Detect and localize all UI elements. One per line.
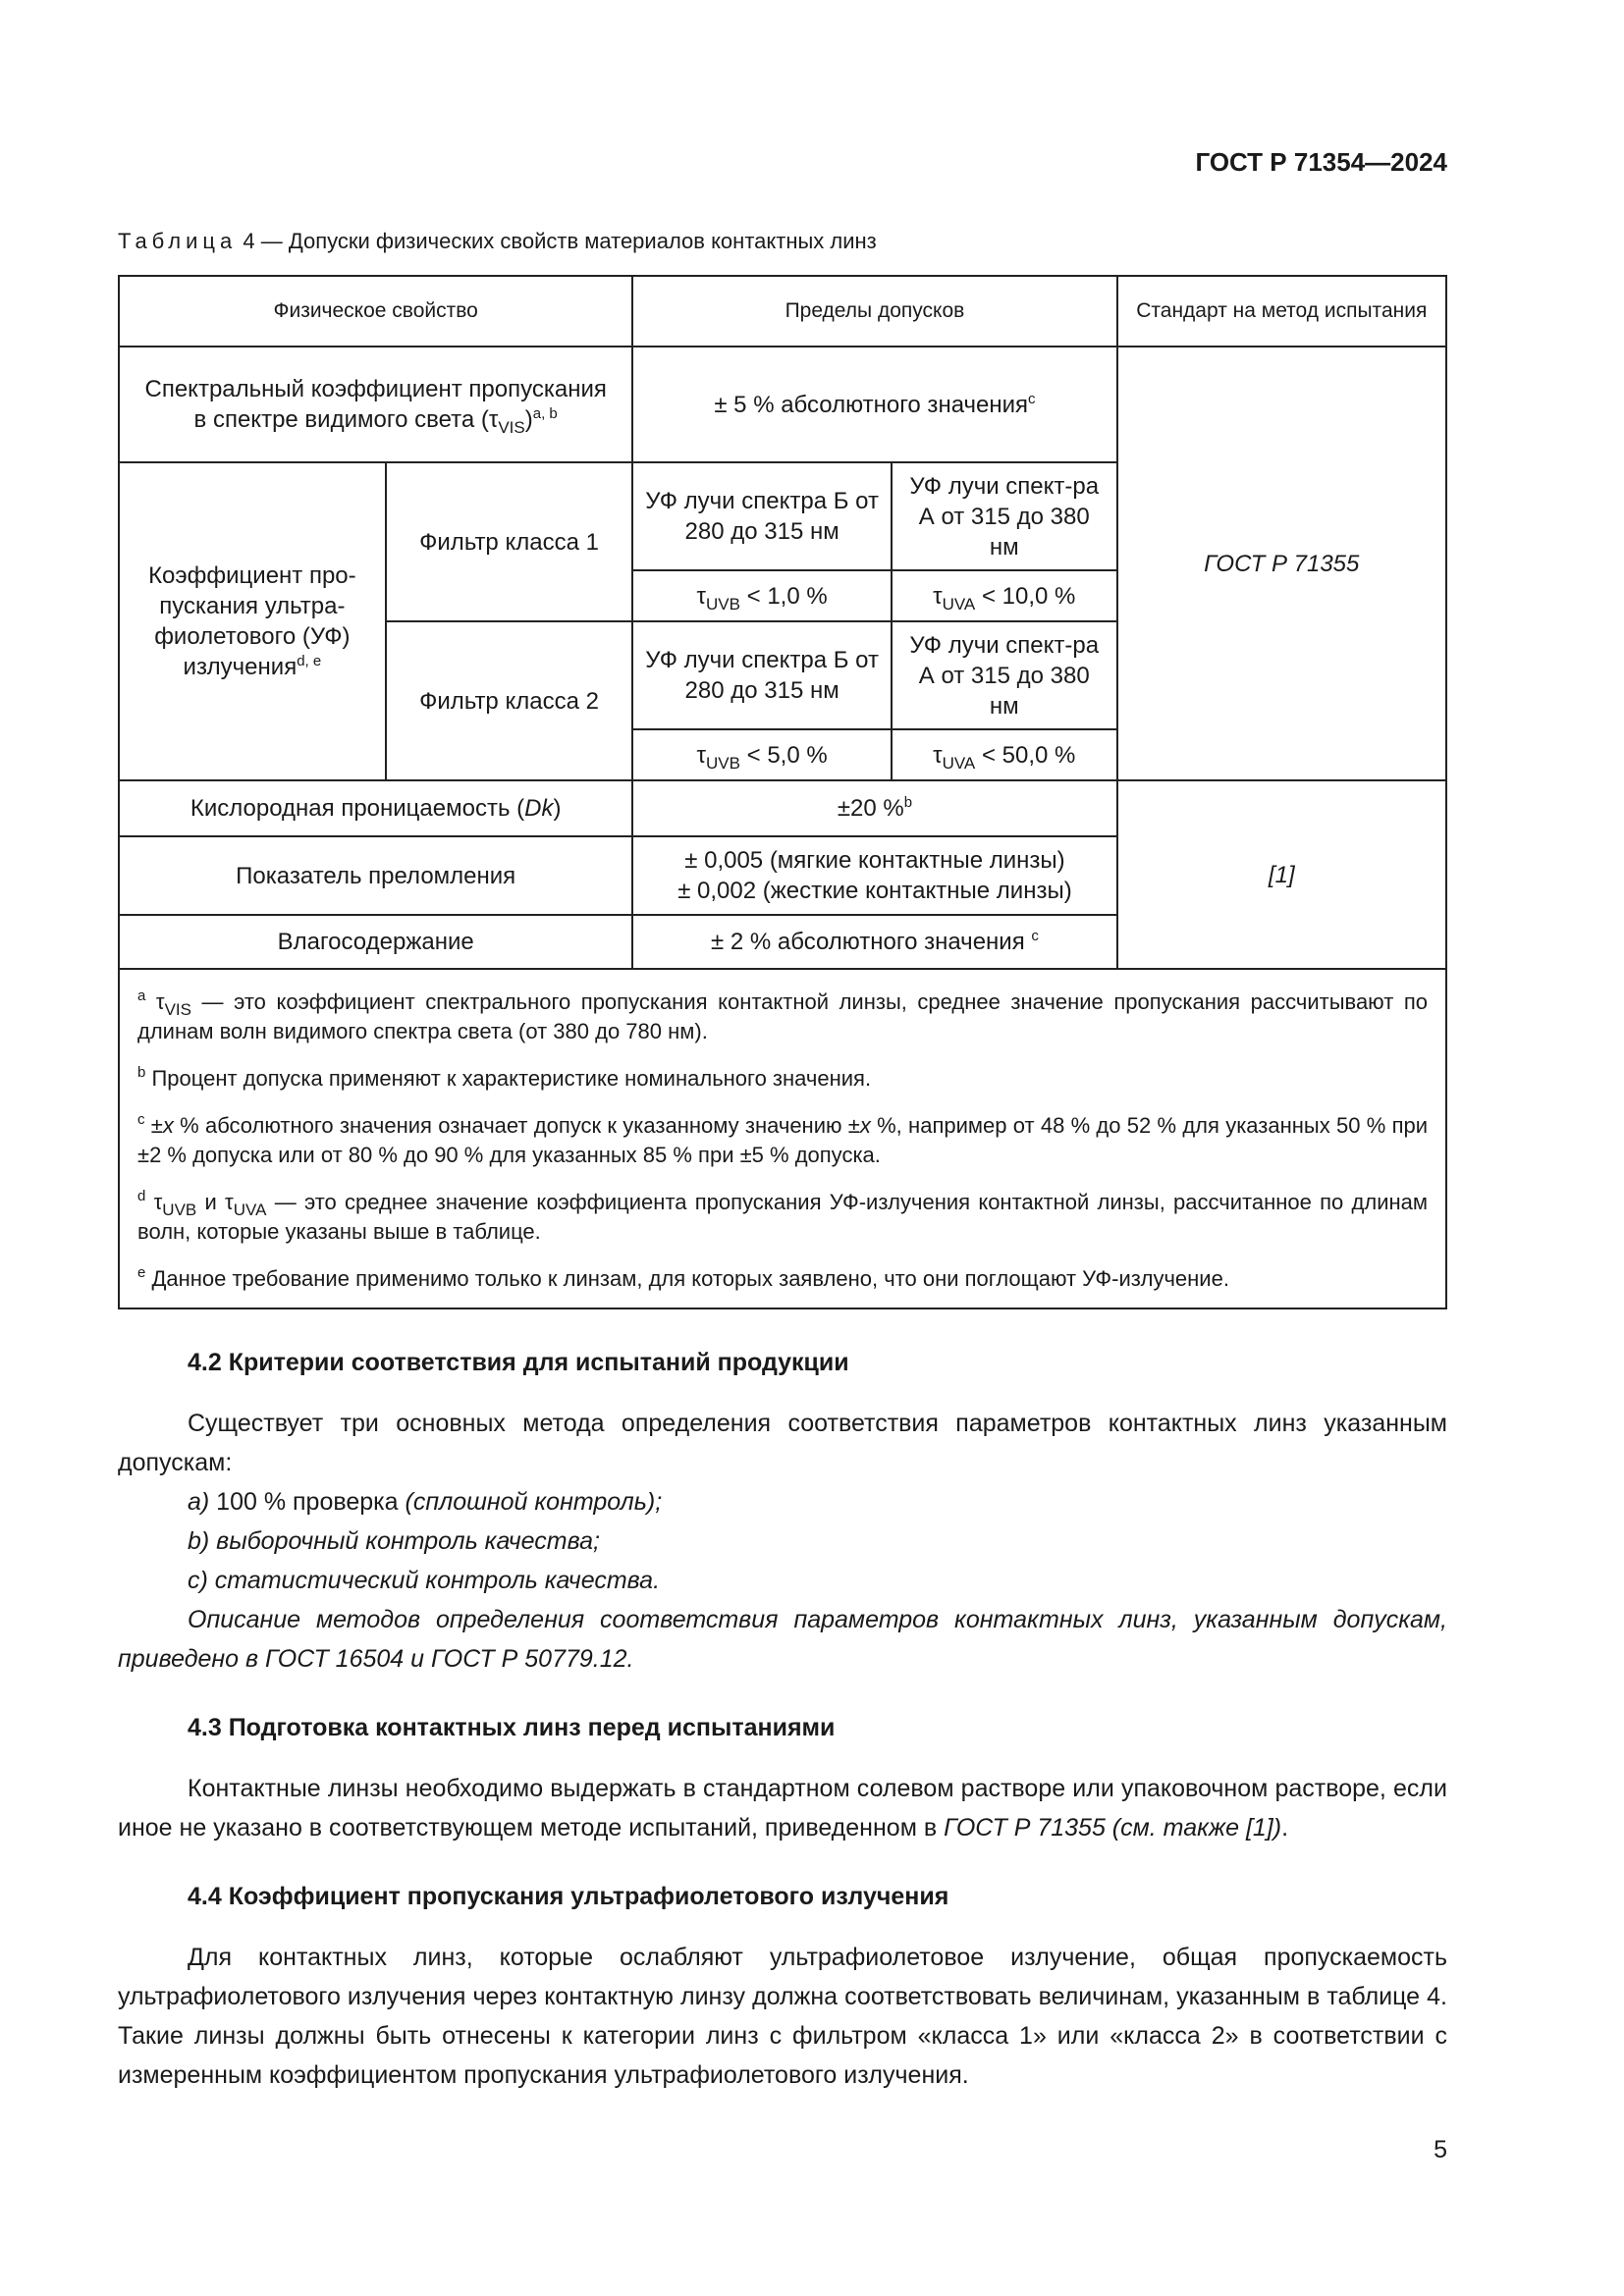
cell-spectral-tolerance — [632, 347, 1116, 462]
list-item-a-italic: (сплошной контроль); — [405, 1488, 663, 1516]
section-4-2-heading: 4.2 Критерии соответствия для испытаний продукции — [188, 1349, 849, 1376]
list-item-a-text: 100 % проверка — [209, 1488, 406, 1516]
page-number: 5 — [1434, 2136, 1447, 2163]
list-item-c: c) статистический контроль качества. — [188, 1567, 661, 1594]
header-tolerance: Пределы допусков — [632, 276, 1116, 347]
note-c-text: %, например от 48 % до 52 % для указанных 50 % при ±2 % допуска или от 80 % до 90 % для указанных 85 % при ±5 % допуска. — [137, 1113, 1429, 1167]
class1-uvb-value: < 1,0 % — [739, 582, 828, 610]
note-c-pre: ± — [144, 1113, 163, 1138]
uv-property-sup: d, e — [297, 653, 322, 669]
section-4-3-text — [118, 1769, 1447, 1847]
oxygen-property: Кислородная проницаемость ( — [189, 795, 525, 822]
section-4-3-end: . — [1281, 1814, 1289, 1842]
note-d-and: и τ — [196, 1190, 234, 1214]
note-c — [137, 1111, 1428, 1170]
list-item-a-mark: a) — [188, 1488, 210, 1516]
cell-standard-ref: [1] — [1117, 780, 1446, 969]
spectral-tolerance-sup: c — [1028, 390, 1036, 407]
section-4-4-heading: 4.4 Коэффициент пропускания ультрафиолетового излучения — [188, 1883, 949, 1910]
refraction-soft: ± 0,005 (мягкие контактные линзы) — [684, 847, 1065, 874]
refraction-hard: ± 0,002 (жесткие контактные линзы) — [677, 878, 1072, 904]
note-a — [137, 988, 1428, 1046]
cell-uv-property — [119, 462, 386, 780]
cell-class2-uva-value — [892, 729, 1117, 780]
note-a-text: — это коэффициент спектрального пропускания контактной линзы, среднее значение пропускания рассчитывают по длинам волн видимого спектра света (от 380 до 780 нм). — [137, 989, 1428, 1043]
uvb-sub: UVB — [706, 594, 740, 614]
cell-class1-uva-value — [892, 570, 1117, 621]
cell-class1-uvb-value — [632, 570, 892, 621]
note-b-text: Процент допуска применяют к характеристике номинального значения. — [145, 1066, 872, 1091]
note-a-tau: τ — [145, 989, 165, 1014]
oxygen-dk: Dk — [524, 795, 554, 822]
cell-refraction-tolerance — [632, 836, 1116, 915]
note-a-sub: VIS — [164, 1000, 191, 1019]
note-d-mark: d — [137, 1188, 146, 1204]
oxygen-tolerance-sup: b — [903, 794, 913, 811]
note-b-mark: b — [137, 1064, 146, 1081]
cell-class2-uvb-value — [632, 729, 892, 780]
cell-class1-uva-header: УФ лучи спект-ра А от 315 до 380 нм — [892, 462, 1117, 570]
uva-sub: UVA — [942, 594, 976, 614]
cell-water-property: Влагосодержание — [119, 915, 632, 969]
note-d-sub1: UVB — [162, 1201, 197, 1219]
note-d-sub2: UVA — [233, 1201, 267, 1219]
list-item-b: b) выборочный контроль качества; — [188, 1527, 600, 1555]
note-e — [137, 1264, 1428, 1294]
tau-symbol: τ — [933, 582, 943, 610]
table-notes — [119, 969, 1446, 1308]
note-c-mid: % абсолютного значения означает допуск к указанному значению ± — [173, 1113, 860, 1138]
oxygen-property-post: ) — [553, 795, 562, 822]
spectral-property-sub: VIS — [498, 418, 525, 437]
uv-property: Коэффициент про-пускания ультра-фиолетового (УФ) излучения — [148, 562, 356, 680]
cell-oxygen-tolerance — [632, 780, 1116, 836]
table-row-spectral — [119, 347, 1446, 462]
table-row-oxygen — [119, 780, 1446, 836]
tau-symbol: τ — [696, 741, 707, 769]
section-4-4-text: Для контактных линз, которые ослабляют ультрафиолетовое излучение, общая пропускаемость ультрафиолетового излучения через контактную линзу должна соответствовать величинам, указанным в таблице 4. Такие линзы должны быть отнесены к категории линз с фильтром «класса 1» или «класса 2» в соответствии с измеренным коэффициентом пропускания ультрафиолетового излучения. — [118, 1944, 1447, 2089]
cell-class2-uva-header: УФ лучи спект-ра А от 315 до 380 нм — [892, 621, 1117, 729]
water-tolerance-sup: c — [1031, 928, 1039, 944]
oxygen-tolerance: ±20 % — [837, 795, 904, 822]
spectral-tolerance: ± 5 % абсолютного значения — [714, 391, 1029, 418]
note-d — [137, 1188, 1428, 1247]
list-item-a — [118, 1482, 1447, 1522]
table-header-row — [119, 276, 1446, 347]
tolerance-table — [118, 275, 1447, 1309]
cell-oxygen-property — [119, 780, 632, 836]
section-4-3-ref: ГОСТ Р 71355 (см. также [1]) — [944, 1814, 1282, 1842]
tau-symbol: τ — [696, 582, 707, 610]
section-4-3-body: Контактные линзы необходимо выдержать в стандартном солевом растворе или упаковочном растворе, если иное не указано в соответствующем методе испытаний, приведенном в — [118, 1775, 1447, 1842]
cell-standard-gost: ГОСТ Р 71355 — [1117, 347, 1446, 780]
note-b — [137, 1064, 1428, 1094]
tau-symbol: τ — [933, 741, 943, 769]
class2-uva-value: < 50,0 % — [975, 741, 1076, 769]
cell-water-tolerance — [632, 915, 1116, 969]
cell-spectral-property — [119, 347, 632, 462]
header-standard: Стандарт на метод испытания — [1117, 276, 1446, 347]
note-a-mark: a — [137, 988, 146, 1004]
document-code: ГОСТ Р 71354—2024 — [1195, 147, 1447, 177]
note-d-text: — это среднее значение коэффициента пропускания УФ-излучения контактной линзы, рассчитанное по длинам волн, которые указаны выше в таблице. — [137, 1190, 1428, 1244]
cell-filter-class-1: Фильтр класса 1 — [386, 462, 633, 621]
body-text — [118, 1347, 1447, 2095]
section-4-2-intro: Существует три основных метода определения соответствия параметров контактных линз указанным допускам: — [118, 1410, 1447, 1476]
cell-class1-uvb-header: УФ лучи спектра Б от 280 до 315 нм — [632, 462, 892, 570]
class2-uvb-value: < 5,0 % — [739, 741, 828, 769]
spectral-property-post: ) — [524, 406, 533, 433]
note-e-mark: e — [137, 1264, 146, 1281]
uva-sub: UVA — [942, 753, 976, 773]
header-property: Физическое свойство — [119, 276, 632, 347]
note-d-tau1: τ — [145, 1190, 163, 1214]
note-e-text: Данное требование применимо только к линзам, для которых заявлено, что они поглощают УФ-излучение. — [145, 1266, 1229, 1291]
cell-filter-class-2: Фильтр класса 2 — [386, 621, 633, 780]
spectral-property-line2: в спектре видимого света (τ — [193, 406, 499, 433]
table-row-notes — [119, 969, 1446, 1308]
note-c-x2: x — [859, 1113, 871, 1138]
uvb-sub: UVB — [706, 753, 740, 773]
note-c-x1: x — [162, 1113, 174, 1138]
table-caption-label: Таблица — [118, 229, 238, 253]
spectral-property-sup: a, b — [532, 405, 558, 422]
section-4-3-heading: 4.3 Подготовка контактных линз перед испытаниями — [188, 1714, 836, 1741]
cell-class2-uvb-header: УФ лучи спектра Б от 280 до 315 нм — [632, 621, 892, 729]
water-tolerance: ± 2 % абсолютного значения — [711, 929, 1032, 955]
class1-uva-value: < 10,0 % — [975, 582, 1076, 610]
note-c-mark: c — [137, 1111, 145, 1128]
spectral-property-line1: Спектральный коэффициент пропускания — [144, 376, 607, 402]
table-caption-text: 4 — Допуски физических свойств материалов контактных линз — [237, 229, 877, 253]
table-caption — [118, 229, 877, 254]
cell-refraction-property: Показатель преломления — [119, 836, 632, 915]
section-4-2-description: Описание методов определения соответствия параметров контактных линз, указанным допускам, приведено в ГОСТ 16504 и ГОСТ Р 50779.12. — [118, 1606, 1447, 1673]
